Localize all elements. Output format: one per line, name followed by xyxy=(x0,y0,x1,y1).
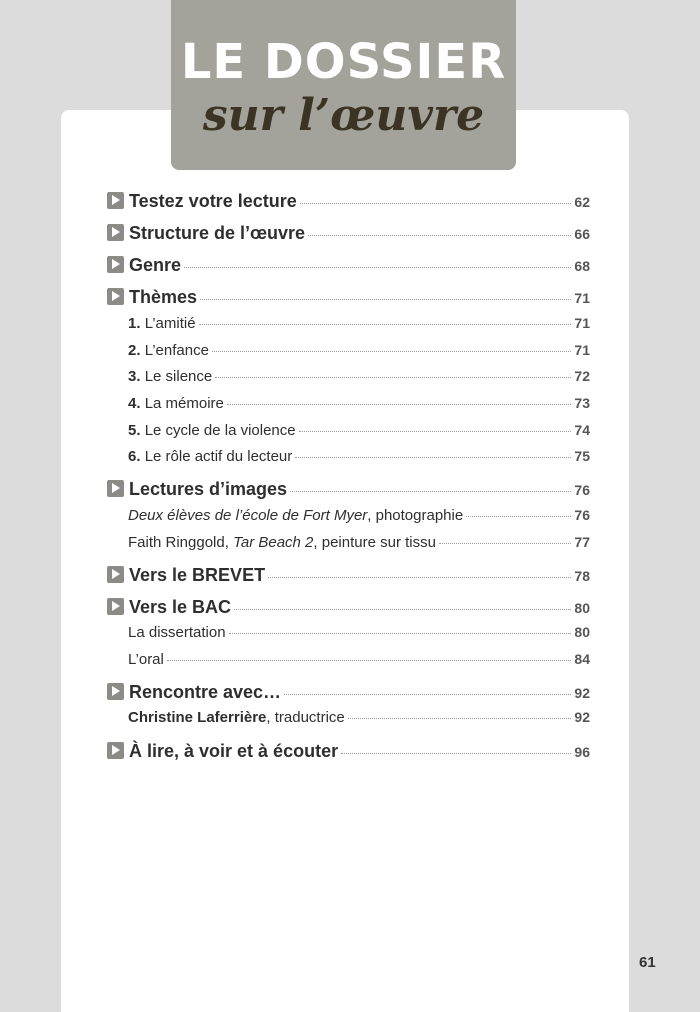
person-name: Christine Laferrière xyxy=(128,709,267,726)
dot-leader xyxy=(341,752,571,754)
toc-page-number: 74 xyxy=(574,422,590,438)
toc-subentry[interactable] xyxy=(128,422,590,439)
toc-page-number: 78 xyxy=(574,568,590,584)
toc-subentry-label xyxy=(128,507,463,524)
subentry-text: L’enfance xyxy=(144,342,209,359)
toc-page-number: 92 xyxy=(574,685,590,701)
toc-subentry[interactable] xyxy=(128,395,590,412)
dot-leader xyxy=(215,376,571,378)
dot-leader xyxy=(200,298,571,300)
toc-subentry[interactable] xyxy=(128,534,590,551)
toc-entry-alire[interactable] xyxy=(107,740,590,762)
toc-page-number: 66 xyxy=(574,226,590,242)
play-arrow-icon xyxy=(107,256,124,273)
toc-page-number: 71 xyxy=(574,290,590,306)
toc-page-number: 71 xyxy=(574,315,590,331)
toc-subentry-label xyxy=(128,448,292,465)
subentry-text: , traductrice xyxy=(266,709,345,726)
play-arrow-icon xyxy=(107,598,124,615)
dot-leader xyxy=(295,456,571,458)
toc-entry-lectures[interactable] xyxy=(107,478,590,500)
subentry-number: 5. xyxy=(128,422,141,439)
toc-subentry[interactable] xyxy=(128,368,590,385)
artwork-title: Deux élèves de l’école de Fort Myer xyxy=(128,507,368,524)
subentry-number: 2. xyxy=(128,342,141,359)
toc-page-number: 96 xyxy=(574,744,590,760)
toc-page-number: 73 xyxy=(574,395,590,411)
artist-name: Faith Ringgold, xyxy=(128,534,234,551)
toc-entry-rencontre[interactable] xyxy=(107,681,590,703)
toc-entry-label: Vers le BAC xyxy=(129,597,232,617)
subentry-text: Le silence xyxy=(144,368,213,385)
header-subtitle: sur l’œuvre xyxy=(202,90,485,141)
subentry-number: 4. xyxy=(128,395,141,412)
toc-subentry[interactable] xyxy=(128,448,590,465)
artwork-title: Tar Beach 2 xyxy=(233,534,314,551)
dot-leader xyxy=(439,542,571,544)
toc-entry-testez[interactable] xyxy=(107,190,590,212)
toc-page-number: 80 xyxy=(574,624,590,640)
toc-subentry[interactable] xyxy=(128,651,590,668)
dot-leader xyxy=(227,403,572,405)
toc-subentry-label xyxy=(128,368,212,385)
page-number: 61 xyxy=(639,954,656,971)
toc-subentry[interactable] xyxy=(128,624,590,641)
toc-entry-label: Testez votre lecture xyxy=(129,191,297,211)
play-arrow-icon xyxy=(107,566,124,583)
toc-subentry-label xyxy=(128,342,209,359)
dot-leader xyxy=(308,234,571,236)
dot-leader xyxy=(234,608,571,610)
toc-subentry[interactable] xyxy=(128,315,590,332)
toc-page-number: 62 xyxy=(574,194,590,210)
toc-page-number: 71 xyxy=(574,342,590,358)
subentry-text: Le cycle de la violence xyxy=(144,422,296,439)
dot-leader xyxy=(299,430,572,432)
dot-leader xyxy=(290,490,571,492)
toc-subentry[interactable] xyxy=(128,709,590,726)
toc-entry-label: Rencontre avec… xyxy=(129,682,282,702)
play-arrow-icon xyxy=(107,224,124,241)
subentry-number: 3. xyxy=(128,368,141,385)
content-card xyxy=(61,110,629,1012)
toc-entry-label: À lire, à voir et à écouter xyxy=(129,741,339,761)
toc-entry-label: Genre xyxy=(129,255,182,275)
dot-leader xyxy=(229,632,572,634)
toc-page-number: 76 xyxy=(574,482,590,498)
toc-entry-label: Lectures d’images xyxy=(129,479,288,499)
toc-entry-genre[interactable] xyxy=(107,254,590,276)
subentry-number: 6. xyxy=(128,448,141,465)
toc-page-number: 68 xyxy=(574,258,590,274)
dot-leader xyxy=(199,323,572,325)
toc-subentry-label xyxy=(128,422,296,439)
play-arrow-icon xyxy=(107,480,124,497)
toc-entry-structure[interactable] xyxy=(107,222,590,244)
dot-leader xyxy=(348,717,572,719)
toc-entry-brevet[interactable] xyxy=(107,564,590,586)
toc-subentry[interactable] xyxy=(128,342,590,359)
subentry-number: 1. xyxy=(128,315,141,332)
subentry-text: , peinture sur tissu xyxy=(313,534,436,551)
toc-entry-label: Vers le BREVET xyxy=(129,565,266,585)
toc-page-number: 75 xyxy=(574,448,590,464)
toc-page-number: 72 xyxy=(574,368,590,384)
play-arrow-icon xyxy=(107,288,124,305)
toc-subentry-label xyxy=(128,534,436,551)
toc-entry-label: Thèmes xyxy=(129,287,198,307)
toc-subentry-label: La dissertation xyxy=(128,624,226,641)
toc-page-number: 92 xyxy=(574,709,590,725)
play-arrow-icon xyxy=(107,192,124,209)
play-arrow-icon xyxy=(107,683,124,700)
toc-subentry-label: L’oral xyxy=(128,651,164,668)
toc-entry-themes[interactable] xyxy=(107,286,590,308)
dot-leader xyxy=(184,266,571,268)
dot-leader xyxy=(300,202,572,204)
toc-subentry-label xyxy=(128,709,345,726)
toc-page-number: 76 xyxy=(574,507,590,523)
toc-subentry-label xyxy=(128,315,196,332)
toc-entry-label: Structure de l’œuvre xyxy=(129,223,306,243)
dot-leader xyxy=(268,576,571,578)
subentry-text: , photographie xyxy=(367,507,464,524)
dot-leader xyxy=(284,693,571,695)
toc-subentry-label xyxy=(128,395,224,412)
toc-page-number: 77 xyxy=(574,534,590,550)
play-arrow-icon xyxy=(107,742,124,759)
toc-page-number: 80 xyxy=(574,600,590,616)
subentry-text: L’amitié xyxy=(144,315,196,332)
toc-page-number: 84 xyxy=(574,651,590,667)
dot-leader xyxy=(466,515,571,517)
toc-entry-bac[interactable] xyxy=(107,596,590,618)
subentry-text: Le rôle actif du lecteur xyxy=(144,448,293,465)
dot-leader xyxy=(212,350,572,352)
toc-subentry[interactable] xyxy=(128,507,590,524)
header-banner xyxy=(171,0,516,170)
header-title: LE DOSSIER xyxy=(180,34,507,90)
subentry-text: La mémoire xyxy=(144,395,224,412)
dot-leader xyxy=(167,659,572,661)
